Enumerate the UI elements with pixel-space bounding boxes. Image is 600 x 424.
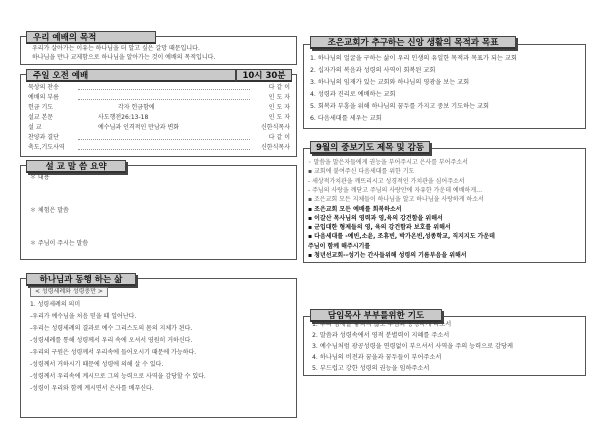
worship-row-label: 헌금 기도: [28, 104, 54, 111]
leader-dots: [78, 139, 250, 140]
pastor-item: 5. 부드럽고 강한 성령의 권능을 임하주소서: [312, 365, 430, 372]
walk-line: -우리가 예수님을 처음 믿을 때 일어난다.: [30, 313, 137, 320]
leader-dots: [78, 149, 250, 150]
purpose-title: 우리 예배의 목적: [26, 31, 156, 44]
worship-row-detail: 각자 헌금함에: [118, 104, 155, 111]
worship-row: [28, 144, 290, 152]
worship-time: 10시 30분: [236, 69, 292, 82]
pastor-item: 2. 말씀과 성령속에서 영적 분별력이 지혜를 주소서: [312, 332, 450, 339]
worship-row-leader: 다 같 이: [268, 84, 290, 91]
walk-line: -우리는 성령세례의 결과로 예수 그리스도의 몸의 지체가 된다.: [30, 325, 193, 332]
walk-box: [20, 278, 297, 418]
prayer-line: ▪ 이갈산 목사님의 영력과 영,육의 강건함을 위해서: [308, 214, 443, 222]
worship-row-leader: 신한식목사: [261, 124, 290, 131]
worship-row: [28, 84, 290, 92]
worship-row-detail: 사도행전26:13-18: [98, 114, 149, 121]
goal-item: 5. 회복과 부흥을 위해 하나님의 꿈두를 가지고 중보 기도하는 교회: [310, 103, 490, 110]
goal-item: 6. 다음세대를 세우는 교회: [310, 115, 382, 122]
worship-row-label: 예배의 부름: [28, 94, 59, 101]
purpose-line-2: 하나님을 만나 교제함으로 하나님을 알아가는 것이 예배의 목적입니다.: [32, 54, 216, 61]
leader-dots: [78, 99, 250, 100]
walk-line: -성령께서 우리속에 계시므로 그의 능력으로 사역을 감당할 수 있다.: [30, 373, 206, 380]
walk-line: 1. 성령세례의 의미: [30, 301, 81, 308]
goal-item: 4. 성령과 진리로 예배하는 교회: [310, 91, 396, 98]
sermon-title: 설 교 말 씀 요약: [26, 160, 126, 173]
worship-row: [28, 134, 290, 142]
walk-line: -성령세례를 통해 성령께서 우리 속에 오셔서 영원히 거하신다.: [30, 337, 193, 344]
sermon-item-content: ＊ 내용: [30, 174, 50, 181]
leader-dots: [78, 89, 250, 90]
prayer-line: ◦ 말씀을 말은자들에게 권능을 부어주시고 은사를 부어주소서: [308, 159, 468, 166]
worship-title: 주일 오전 예배: [26, 69, 236, 82]
worship-row: [28, 114, 290, 122]
worship-row: [28, 94, 290, 102]
prayer-line: ▪ 교회에 붙여주신 다음세대를 위한 기도: [308, 168, 415, 176]
worship-row-label: 묵상의 찬송: [28, 84, 59, 91]
walk-title: 하나님과 동행 하는 삶: [26, 273, 136, 286]
worship-row-label: 축도,기도사역: [28, 144, 65, 151]
worship-row-leader: 인 도 자: [268, 104, 290, 111]
prayer-line: ▪ 조은교회 모든 지체들이 하나님을 알고 하나님을 사랑하게 하소서: [308, 196, 484, 204]
goals-title: 조은교회가 추구하는 신앙 생활의 목적과 목표: [310, 36, 516, 49]
sermon-item-experience: ＊ 체험은 말씀: [30, 207, 69, 214]
walk-line: -성령께서 거하시기 때문에 성령에 의해 살 수 있다.: [30, 361, 164, 368]
goal-item: 3. 하나님의 임재가 있는 교회와 하나님의 영광을 보는 교회: [310, 79, 470, 86]
prayer-line: ▪ 청년선교회--성기는 간사들위해 성령의 기름부음을 위해서: [308, 252, 467, 259]
walk-subtitle: < 성령세례와 성령충만 >: [30, 287, 108, 297]
worship-row-leader: 다 같 이: [268, 134, 290, 141]
worship-row-leader: 인 도 자: [268, 94, 290, 101]
pastor-item: 4. 하나님의 비전과 꿈을과 꿈두들이 부어주소서: [312, 354, 442, 361]
sermon-item-word: ＊ 주님이 주시는 말씀: [30, 240, 89, 247]
worship-row: [28, 124, 290, 132]
goal-item: 1. 하나님의 얼굴을 구하는 삶이 우리 인생의 유일한 목적과 목표가 되는 교회: [310, 55, 517, 62]
walk-line: -성령이 우리와 함께 계시면서 은사를 베푸신다.: [30, 385, 154, 392]
walk-line: -우리의 구원은 성령께서 우리속에 들어오시기 때문에 가능하다.: [30, 349, 197, 356]
pastor-item: 1. 주의 임재를 놓치지 않고 주님과 동행하게 하소서: [312, 321, 452, 328]
prayer-line: - 세상적가치관을 깨뜨리시고 성경적인 가치관을 심어주소서: [308, 177, 465, 185]
worship-row-label: 설교 본문: [28, 114, 54, 121]
pastor-title: 담임목사 부부를위한 기도: [310, 309, 442, 322]
prayer-line: 주님이 함께 해주시기를: [308, 242, 371, 250]
worship-row-label: 설 교: [28, 124, 42, 131]
pastor-item: 3. 예수님처럼 광공성령을 연령없이 부으셔서 사역을 주의 능력으로 감당케: [312, 343, 513, 350]
prayer-title: 9월의 중보기도 제목 및 감동: [310, 141, 430, 154]
prayer-line: ▪ 군입대한 형제들의 영, 육의 강건함과 보호를 위해서: [308, 224, 451, 232]
prayer-line: ▪ 조은교회 모든 예배를 회복하소서: [308, 205, 402, 213]
worship-row-leader: 신한식목사: [261, 144, 290, 151]
prayer-line: ▪ 다음세대를 -예빈,소윤, 조휴빈, 박가온빈,성종학교, 직지지도 가운데: [308, 233, 495, 241]
purpose-line-1: 우리가 살아가는 이유는 하나님을 더 알고 싶은 갈망 때문입니다.: [32, 45, 200, 52]
worship-row: [28, 104, 290, 112]
worship-row-leader: 인 도 자: [268, 114, 290, 121]
worship-row-detail: 예수님과 인격적인 만남과 변화: [98, 124, 180, 131]
goal-item: 2. 십자가의 복음과 성령의 사역이 회복된 교회: [310, 67, 436, 74]
prayer-line: - 주님의 사랑을 깨닫고 주님의 사랑안에 자유한 가운데 예배하게…: [308, 186, 483, 194]
worship-row-label: 찬양과 결단: [28, 134, 59, 141]
